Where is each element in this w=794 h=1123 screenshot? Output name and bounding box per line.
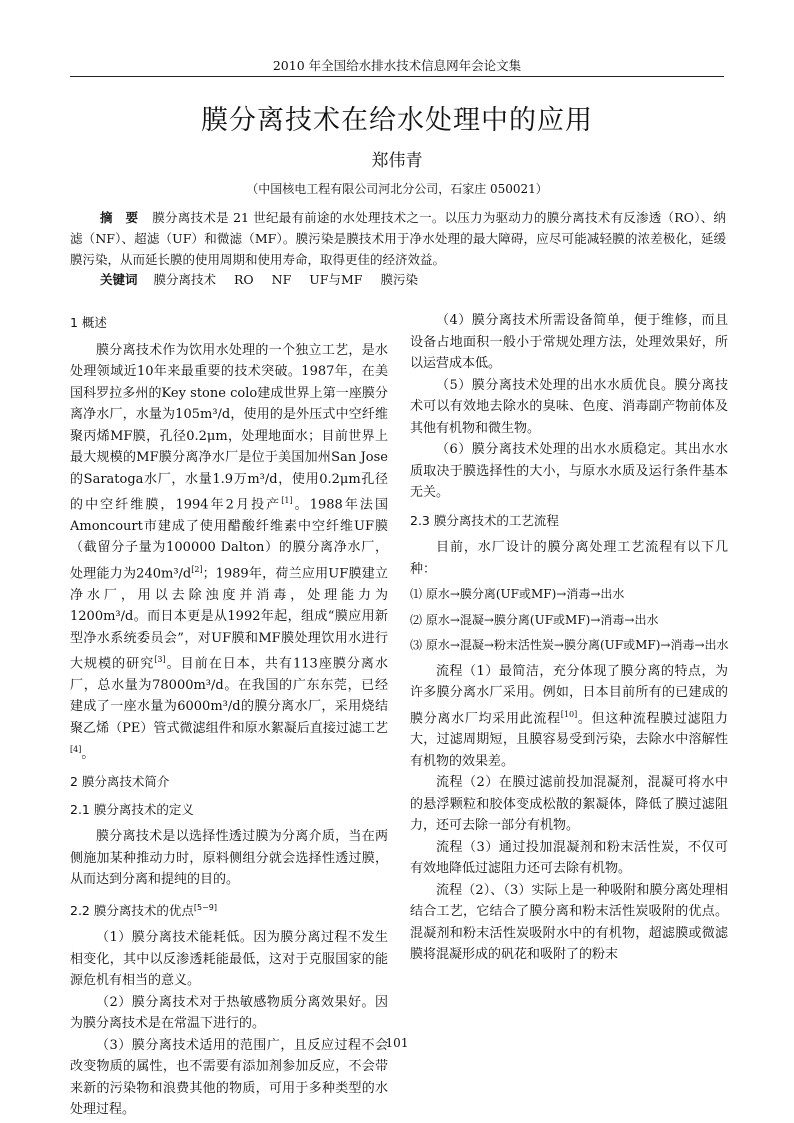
citation: [1] [281,496,293,505]
text-run: 流程（1）最简洁，充分体现了膜分离的特点，为许多膜分离水厂采用。例如，日本目前所有的已建成的膜分离水厂均采用此流程 [410,663,728,726]
paragraph [410,661,728,773]
text-run: 。目前在日本，共有113座膜分离水厂，总水量为78000m³/d。在我国的广东东莞，已经建成了一座水量为6000m³/d的膜分离水厂，采用烧结聚乙烯（PE）管式微滤组件和原水絮凝后直接过滤工艺 [70,656,388,736]
citation: [10] [560,709,578,719]
process-flow: ⑵ 原水→混凝→膜分离(UF或MF)→消毒→出水 [410,612,659,627]
citation: [2] [191,564,203,574]
right-column [410,310,728,966]
subsection-heading [70,897,388,922]
process-flow: ⑴ 原水→膜分离(UF或MF)→消毒→出水 [410,587,625,601]
abstract [70,207,726,270]
keywords-line [100,270,720,288]
text-run: ；1989年，荷兰应用UF膜建立净水厂，用以去除浊度并消毒，处理能力为1200m³/d。而日本更是从1992年起，组成“膜应用新型净水系统委员会”，对UF膜和MF膜处理饮用水进行大规模的研究 [70,566,388,672]
keyword: 膜污染 [380,272,418,287]
process-flow: ⑶ 原水→混凝→粉末活性炭→膜分离(UF或MF)→消毒→出水 [410,638,729,652]
citation: [3] [154,655,166,665]
text-run: 。但这种流程膜过滤阻力大，过滤周期短，且膜容易受到污染，去除水中溶解性有机物的效果差。 [410,710,728,769]
paragraph: （1）膜分离技术能耗低。因为膜分离过程不发生相变化，其中以反渗透耗能最低，这对于克服国家的能源危机有相当的意义。 [70,930,388,989]
paper-title: 膜分离技术在给水处理中的应用 [201,105,593,136]
paragraph: （4）膜分离技术所需设备简单，便于维修，而且设备占地面积一般小于常规处理方法，处理效果好，所以运营成本低。 [410,313,728,371]
paragraph: （5）膜分离技术处理的出水水质优良。膜分离技术可以有效地去除水的臭味、色度、消毒副产物前体及其他有机物和微生物。 [410,377,728,436]
subsection-heading: 2.3 膜分离技术的工艺流程 [410,512,559,528]
subsection-heading: 2.1 膜分离技术的定义 [70,801,194,817]
citation: [4] [70,745,82,755]
paragraph: 流程（2）、（3）实际上是一种吸附和膜分离处理相结合工艺，它结合了膜分离和粉末活性炭吸附的优点。混凝剂和粉末活性炭吸附水中的有机物，超滤膜或微滤膜将混凝形成的矾花和吸附了的粉末 [410,882,728,963]
header-rule [70,76,724,77]
keyword: NF [271,272,292,287]
paragraph: （6）膜分离技术处理的出水水质稳定。其出水水质取决于膜选择性的大小，与原水水质及运行条件基本无关。 [410,442,728,500]
left-column [70,306,388,1121]
text-run: 。 [81,746,95,762]
running-header: 2010 年全国给水排水技术信息网年会论文集 [272,58,522,73]
paragraph: 流程（3）通过投加混凝剂和粉末活性炭，不仅可有效地降低过滤阻力还可去除有机物。 [410,839,728,877]
section-heading: 1 概述 [70,315,107,330]
page-number: 101 [385,1036,409,1050]
citation: [5~9] [193,902,217,912]
affiliation: （中国核电工程有限公司河北分公司，石家庄 050021） [246,182,548,196]
keyword: 膜分离技术 [153,272,217,287]
paragraph: 膜分离技术是以选择性透过膜为分离介质，当在两侧施加某种推动力时，原料侧组分就会选择性透过膜，从而达到分离和提纯的目的。 [70,829,388,888]
abstract-text: 膜分离技术是 21 世纪最有前途的水处理技术之一。以压力为驱动力的膜分离技术有反渗透（RO）、纳滤（NF）、超滤（UF）和微滤（MF）。膜污染是膜技术用于净水处理的最大障碍，应尽可能减轻膜的浓差极化，延缓膜污染，从而延长膜的使用周期和使用寿命，取得更佳的经济效益。 [70,210,726,267]
keywords-label: 关键词 [100,272,138,287]
paragraph: 目前，水厂设计的膜分离处理工艺流程有以下几种： [410,540,728,577]
text-run: 膜分离技术作为饮用水处理的一个独立工艺，是水处理领域近10年来最重要的技术突破。1987年，在美国科罗拉多州的Key stone colo建成世界上第一座膜分离净水厂，水量为105m³/d，使用的是外压式中空纤维聚丙烯MF膜，孔径0.2μm，处理地面水；目前世界上最大规模的MF膜分离净水厂是位于美国加州San Jose的Saratoga水厂，水量1.9万m³/d，使用0.2μm孔径的中空纤维膜，1994年2月投产 [70,342,388,513]
paragraph: 流程（2）在膜过滤前投加混凝剂，混凝可将水中的悬浮颗粒和胶体变成松散的絮凝体，降低了膜过滤阻力，还可去除一部分有机物。 [410,775,728,834]
keyword: UF与MF [309,272,363,287]
keyword: RO [234,272,254,287]
abstract-label: 摘 要 [100,210,139,225]
section-heading: 2 膜分离技术简介 [70,774,170,790]
paragraph: （3）膜分离技术适用的范围广，且反应过程不会改变物质的属性，也不需要有添加剂参加反应，不会带来新的污染物和浪费其他的物质，可用于多种类型的水处理过程。 [70,1037,388,1118]
paragraph [70,340,388,766]
author-name: 郑伟青 [371,151,423,171]
paragraph: （2）膜分离技术对于热敏感物质分离效果好。因为膜分离技术是在常温下进行的。 [70,994,388,1032]
text-run: 。1988年法国Amoncourt市建成了使用醋酸纤维素中空纤维UF膜（截留分子量为100000 Dalton）的膜分离净水厂，处理能力为240m³/d [70,497,388,582]
heading-text: 2.2 膜分离技术的优点 [70,902,194,918]
